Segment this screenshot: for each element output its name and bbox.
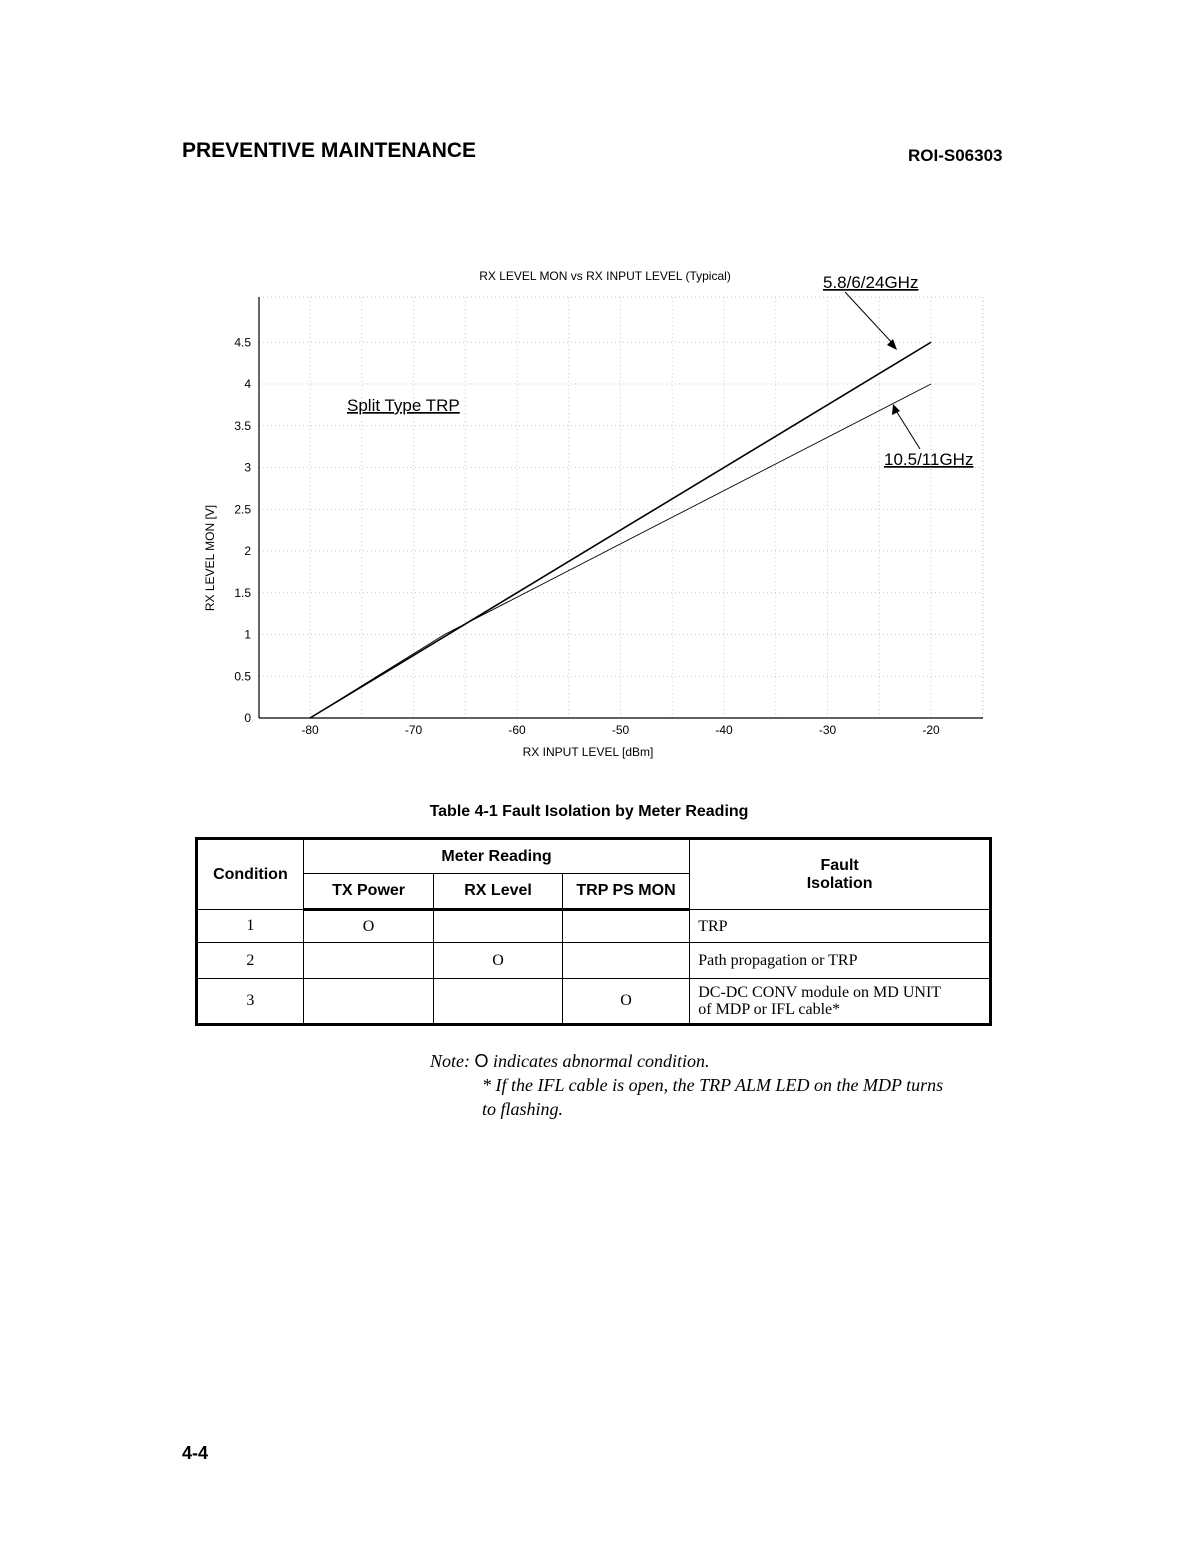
cell-condition: 3 (197, 979, 304, 1025)
x-tick-label: -70 (404, 723, 423, 737)
table-notes (430, 1049, 943, 1121)
table-title: Table 4-1 Fault Isolation by Meter Reading (429, 803, 749, 820)
annotation-split-type: Split Type TRP (347, 396, 460, 415)
x-tick-label: -40 (715, 723, 733, 737)
header-trp-ps-mon: TRP PS MON (562, 874, 689, 910)
cell-condition: 1 (197, 910, 304, 943)
table-row (197, 910, 991, 943)
cell-fault: DC-DC CONV module on MD UNIT of MDP or IFL cable* (690, 979, 991, 1025)
note-line-1: Note: O indicates abnormal condition. (430, 1051, 710, 1071)
y-tick-label: 3 (244, 460, 251, 475)
cell-tx-power (303, 979, 434, 1025)
x-tick-label: -80 (301, 723, 319, 737)
chart-title: RX LEVEL MON vs RX INPUT LEVEL (Typical) (479, 269, 731, 283)
cell-trp-ps-mon (562, 910, 689, 943)
header-rx-level: RX Level (434, 874, 562, 910)
y-tick-label: 3.5 (234, 418, 251, 433)
header-meter-reading: Meter Reading (303, 839, 689, 874)
cell-rx-level (434, 979, 562, 1025)
header-tx-power: TX Power (303, 874, 434, 910)
header-fault-line-2: Isolation (806, 874, 873, 892)
y-tick-label: 0.5 (234, 669, 251, 684)
header-fault-isolation (690, 839, 991, 910)
y-tick-label: 4 (244, 377, 251, 391)
table-row (197, 943, 991, 979)
arrow-head-1 (887, 339, 897, 350)
section-title: PREVENTIVE MAINTENANCE (182, 139, 477, 162)
cell-rx-level: O (434, 943, 562, 979)
cell-fault: Path propagation or TRP (690, 943, 991, 979)
table-row (197, 979, 991, 1025)
note-line-3: to flashing. (482, 1099, 564, 1119)
x-tick-label: -60 (508, 723, 526, 737)
y-tick-label: 1 (244, 627, 251, 642)
fault-isolation-table (195, 837, 992, 1026)
x-axis-label: RX INPUT LEVEL [dBm] (522, 745, 654, 759)
x-tick-labels (301, 723, 940, 737)
y-tick-label: 4.5 (234, 335, 251, 350)
y-axis-label: RX LEVEL MON [V] (203, 504, 217, 612)
y-tick-label: 2.5 (234, 502, 251, 517)
y-tick-label: 1.5 (234, 585, 251, 600)
note-mark: O (474, 1051, 489, 1071)
cell-condition: 2 (197, 943, 304, 979)
document-id: ROI-S06303 (908, 146, 1003, 165)
cell-fault: TRP (690, 910, 991, 943)
x-tick-label: -30 (818, 723, 837, 737)
x-tick-label: -20 (922, 723, 940, 737)
cell-trp-ps-mon: O (562, 979, 689, 1025)
annotation-arrow-1 (845, 292, 895, 346)
page-number: 4-4 (182, 1443, 209, 1463)
cell-tx-power: O (303, 910, 434, 943)
note-line-2: * If the IFL cable is open, the TRP ALM LED on the MDP turns (482, 1075, 944, 1095)
cell-trp-ps-mon (562, 943, 689, 979)
header-fault-line-1: Fault (820, 856, 859, 874)
y-tick-labels (234, 335, 251, 725)
cell-rx-level (434, 910, 562, 943)
y-tick-label: 0 (244, 711, 251, 725)
cell-tx-power (303, 943, 434, 979)
annotation-arrow-2 (895, 409, 920, 449)
arrow-head-2 (892, 404, 900, 415)
x-tick-label: -50 (611, 723, 630, 737)
annotation-series-1: 5.8/6/24GHz (823, 273, 919, 292)
y-tick-label: 2 (244, 544, 251, 558)
header-condition: Condition (197, 839, 304, 910)
annotation-series-2: 10.5/11GHz (884, 450, 974, 469)
horizontal-grid (259, 297, 983, 718)
